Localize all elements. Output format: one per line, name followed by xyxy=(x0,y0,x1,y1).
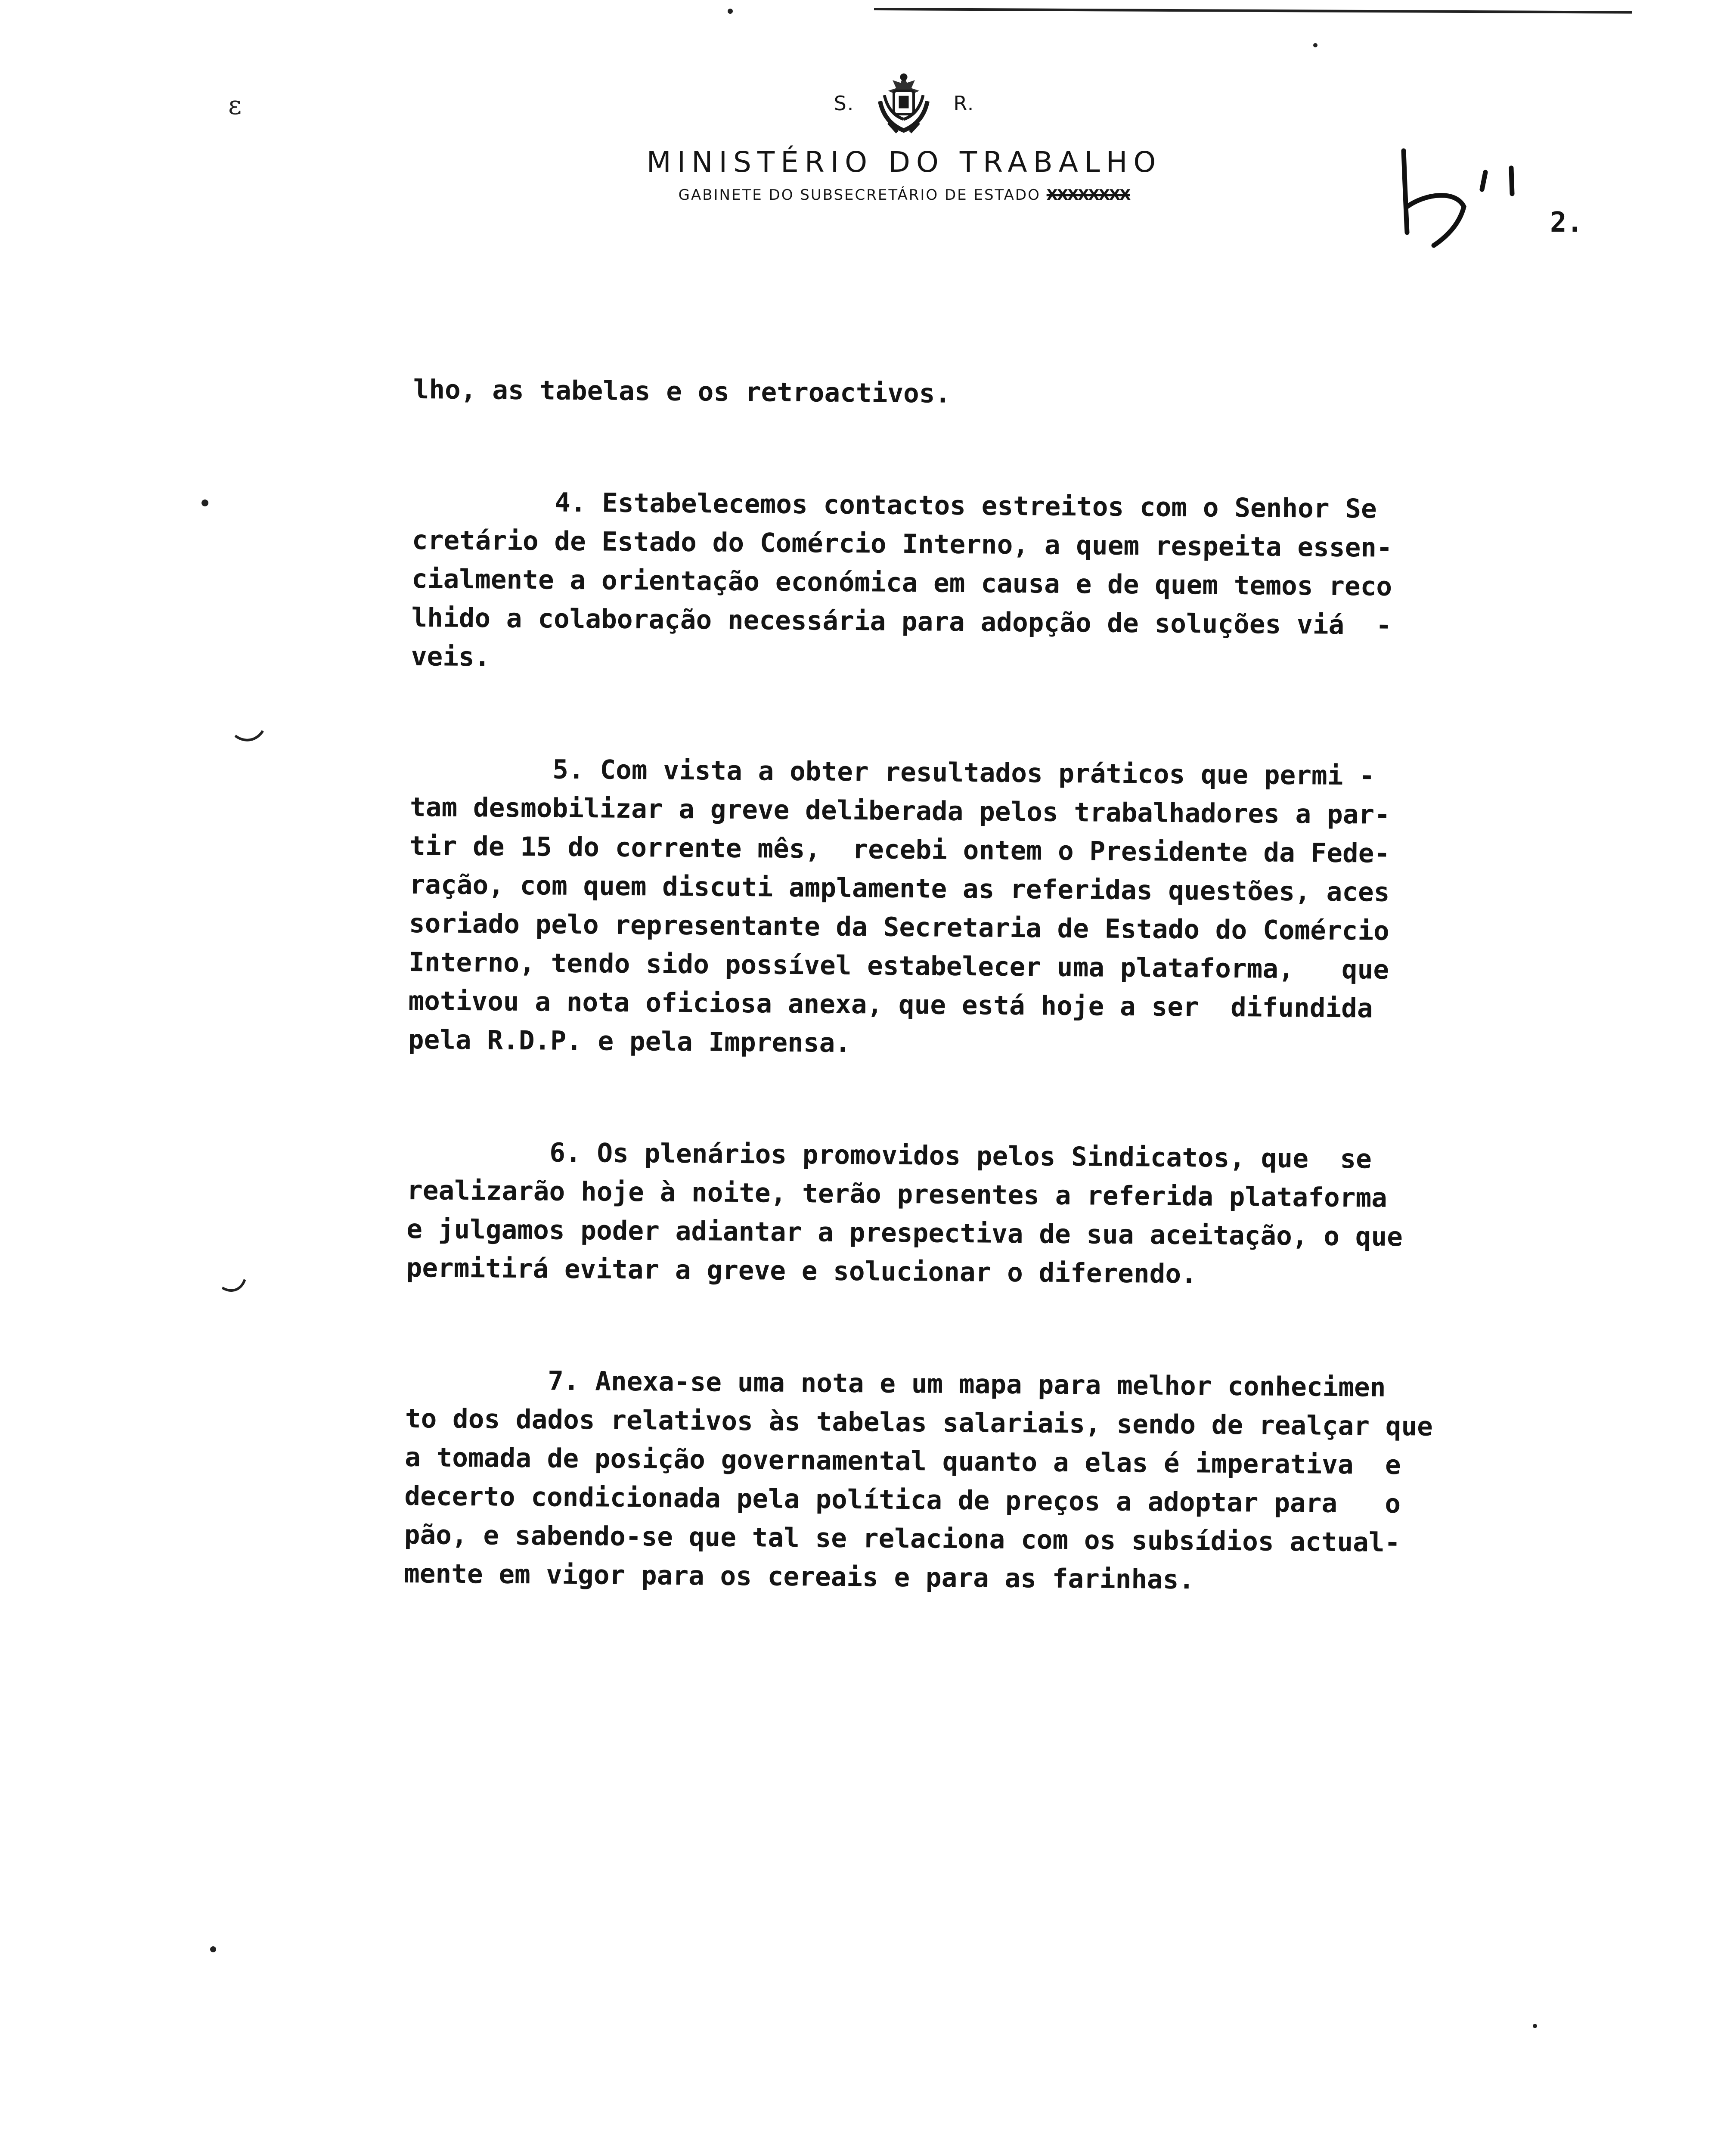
paragraph-line: a tomada de posição governamental quanto a elas é imperativa e xyxy=(404,1442,1401,1481)
paragraph xyxy=(408,749,1556,1068)
paragraph-line: realizarão hoje à noite, terão presentes a referida plataforma xyxy=(406,1175,1388,1213)
paragraph-line: cretário de Estado do Comércio Interno, a quem respeita essen- xyxy=(412,524,1393,563)
scan-speck xyxy=(210,1946,216,1952)
scan-margin-mark xyxy=(220,686,272,745)
handwritten-annotation xyxy=(1386,142,1524,256)
ministry-name: MINISTÉRIO DO TRABALHO xyxy=(646,146,1162,179)
paragraph-line: ração, com quem discuti amplamente as referidas questões, aces xyxy=(409,869,1390,908)
paragraph-line: motivou a nota oficiosa anexa, que está hoje a ser difundida xyxy=(408,985,1373,1024)
scan-speck xyxy=(728,9,733,14)
coat-of-arms-icon xyxy=(871,71,936,136)
seal-letter-right: R. xyxy=(953,92,975,115)
paragraph-line: decerto condicionada pela política de preços a adoptar para o xyxy=(404,1480,1401,1520)
scan-edge-line xyxy=(874,8,1632,14)
paragraph-line: permitirá evitar a greve e solucionar o diferendo. xyxy=(406,1252,1197,1290)
paragraph xyxy=(404,1361,1551,1602)
scan-margin-mark xyxy=(198,1231,255,1298)
paragraph-line: lho, as tabelas e os retroactivos. xyxy=(413,374,951,409)
paragraph-line: to dos dados relativos às tabelas salariais, sendo de realçar que xyxy=(405,1403,1433,1442)
paragraph-line: pão, e sabendo-se que tal se relaciona com os subsídios actual- xyxy=(404,1519,1401,1558)
paragraph-line: pela R.D.P. e pela Imprensa. xyxy=(408,1024,851,1059)
paragraph-line: cialmente a orientação económica em causa e de quem temos reco xyxy=(411,563,1392,602)
scan-margin-mark: ɛ xyxy=(228,90,242,121)
paragraph-line: 6. Os plenários promovidos pelos Sindicatos, que se xyxy=(407,1136,1372,1175)
paragraph-line: 7. Anexa-se uma nota e um mapa para melhor conhecimen xyxy=(405,1364,1386,1403)
scan-speck xyxy=(1313,43,1318,47)
paragraph-line: tam desmobilizar a greve deliberada pelos trabalhadores a par- xyxy=(409,791,1391,830)
cabinet-line xyxy=(581,186,1227,204)
paragraph-line: 4. Estabelecemos contactos estreitos com o Senhor Se xyxy=(412,486,1377,524)
paragraph-line: Interno, tendo sido possível estabelecer uma plataforma, que xyxy=(408,946,1389,985)
cabinet-name: GABINETE DO SUBSECRETÁRIO DE ESTADO xyxy=(678,186,1041,204)
paragraph-line: lhido a colaboração necessária para adopção de soluções viá - xyxy=(411,602,1392,641)
scan-speck xyxy=(1533,2024,1537,2028)
struck-out-word: XXXXXXXX xyxy=(1046,186,1130,204)
letterhead xyxy=(581,65,1227,204)
scan-speck xyxy=(202,499,208,506)
page-number: 2. xyxy=(1550,207,1584,239)
paragraph xyxy=(406,1132,1553,1297)
paragraph-line: soriado pelo representante da Secretaria de Estado do Comércio xyxy=(409,908,1390,946)
seal-row xyxy=(581,65,1227,142)
paragraph-line: e julgamos poder adiantar a prespectiva de sua aceitação, o que xyxy=(406,1213,1403,1253)
paragraph-line: 5. Com vista a obter resultados práticos que permi - xyxy=(410,753,1375,791)
seal-letter-left: S. xyxy=(834,92,855,115)
paragraph-line: mente em vigor para os cereais e para as farinhas. xyxy=(403,1558,1195,1595)
paragraph xyxy=(413,370,1559,418)
letter-body xyxy=(403,370,1559,1675)
paragraph-line: veis. xyxy=(411,641,490,673)
paragraph-line: tir de 15 do corrente mês, recebi ontem o Presidente da Fede- xyxy=(409,830,1390,869)
paragraph xyxy=(411,482,1557,685)
